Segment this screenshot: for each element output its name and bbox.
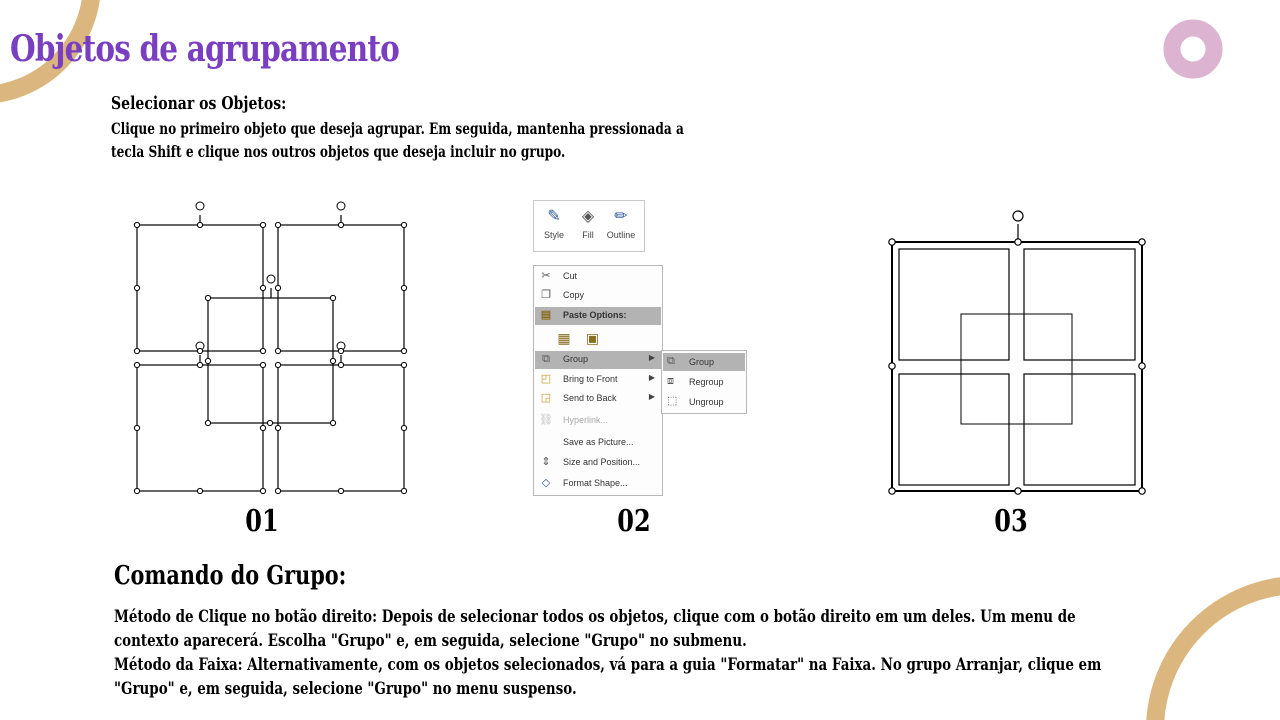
right-click-method-line-2: contexto aparecerá. Escolha "Grupo" e, em seguida, selecione "Grupo" no submenu. xyxy=(114,631,747,651)
submenu-item-group-label: Group xyxy=(689,357,715,367)
menu-item-bring-to-front-label: Bring to Front xyxy=(563,374,618,384)
menu-item-group-label: Group xyxy=(563,354,589,364)
menu-item-copy-label: Copy xyxy=(563,290,585,300)
figure-03-label: 03 xyxy=(994,504,1028,539)
slide-title: Objetos de agrupamento xyxy=(10,28,400,70)
group-icon: ⧉ xyxy=(667,355,675,367)
menu-item-cut-label: Cut xyxy=(563,271,578,281)
right-click-method-line-1: Método de Clique no botão direito: Depois de selecionar todos os objetos, clique com o botão direito em um deles. Um menu de xyxy=(114,607,1076,627)
menu-item-size-and-position-label: Size and Position... xyxy=(563,457,641,467)
paste-as-picture-icon[interactable]: ▣ xyxy=(585,330,600,346)
submenu-arrow-icon: ▶ xyxy=(648,353,655,362)
fill-bucket-icon: ◈ xyxy=(581,208,595,225)
paste-use-destination-theme-icon[interactable]: ▦ xyxy=(557,330,571,346)
submenu-item-regroup-label: Regroup xyxy=(689,377,724,387)
copy-icon: ❐ xyxy=(541,289,551,301)
intro-text-line-2: tecla Shift e clique nos outros objetos que deseja incluir no grupo. xyxy=(111,142,566,161)
style-brush-icon: ✎ xyxy=(547,208,561,225)
intro-text-line-1: Clique no primeiro objeto que deseja agrupar. Em seguida, mantenha pressionada a xyxy=(111,119,684,138)
submenu-arrow-icon: ▶ xyxy=(648,392,655,401)
format-shape-icon: ◇ xyxy=(541,477,551,489)
bring-to-front-icon: ◰ xyxy=(540,373,552,385)
menu-item-hyperlink-label: Hyperlink... xyxy=(563,415,609,425)
style-label: Style xyxy=(543,230,564,240)
hyperlink-icon: ⛓ xyxy=(539,414,553,426)
outline-label: Outline xyxy=(606,230,636,240)
paste-options-label: Paste Options: xyxy=(563,310,627,320)
figure-01-label: 01 xyxy=(245,504,279,539)
scissors-icon: ✂ xyxy=(541,270,551,282)
rotation-handle-icon[interactable] xyxy=(1013,211,1023,221)
ribbon-method-line-1: Método da Faixa: Alternativamente, com os objetos selecionados, vá para a guia "Formatar" na Faixa. No grupo Arranjar, clique em xyxy=(114,655,1102,675)
ungroup-icon: ⬚ xyxy=(667,395,678,407)
intro-heading: Selecionar os Objetos: xyxy=(111,93,287,114)
menu-item-save-as-picture-label: Save as Picture... xyxy=(563,437,634,447)
regroup-icon: ⧈ xyxy=(667,375,674,387)
outline-pen-icon: ✏ xyxy=(614,208,628,225)
send-to-back-icon: ◲ xyxy=(540,392,552,404)
menu-item-format-shape-label: Format Shape... xyxy=(563,478,628,488)
figure-02-label: 02 xyxy=(617,504,651,539)
clipboard-icon: ▤ xyxy=(540,309,552,321)
fill-label: Fill xyxy=(582,230,594,240)
submenu-item-ungroup-label: Ungroup xyxy=(689,397,724,407)
size-position-icon: ⇕ xyxy=(541,456,551,468)
section-heading: Comando do Grupo: xyxy=(114,561,347,591)
menu-item-send-to-back-label: Send to Back xyxy=(563,393,617,403)
group-icon: ⧉ xyxy=(542,353,550,365)
submenu-arrow-icon: ▶ xyxy=(648,373,655,382)
ribbon-method-line-2: "Grupo" e, em seguida, selecione "Grupo" no menu suspenso. xyxy=(114,679,577,699)
